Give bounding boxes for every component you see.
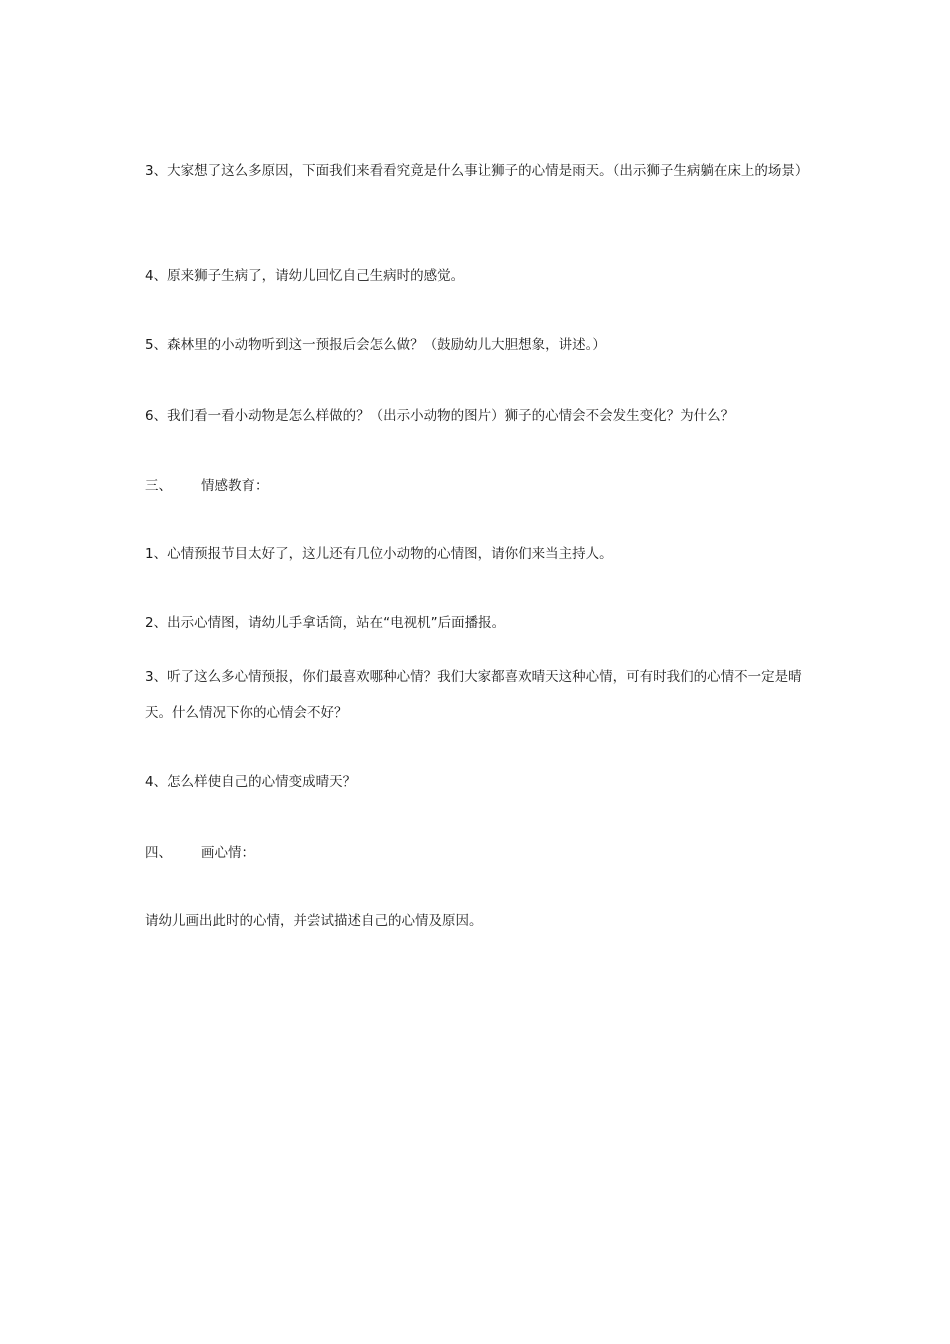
paragraph-4: 4、原来狮子生病了，请幼儿回忆自己生病时的感觉。: [145, 268, 465, 284]
paragraph-5: 5、森林里的小动物听到这一预报后会怎么做？（鼓励幼儿大胆想象，讲述。）: [145, 337, 606, 353]
section-3-paragraph-1: 1、心情预报节目太好了，这儿还有几位小动物的心情图，请你们来当主持人。: [145, 546, 613, 562]
section-4-number: 四、: [145, 845, 172, 861]
section-3-number: 三、: [145, 478, 172, 494]
section-3-title: 情感教育：: [201, 478, 269, 494]
section-3-paragraph-4: 4、怎么样使自己的心情变成晴天？: [145, 774, 357, 790]
paragraph-3: 3、大家想了这么多原因，下面我们来看看究竟是什么事让狮子的心情是雨天。（出示狮子生病躺在床上的场景）: [145, 163, 809, 179]
section-heading-3: [145, 476, 269, 496]
section-3-paragraph-3: 3、听了这么多心情预报，你们最喜欢哪种心情？我们大家都喜欢晴天这种心情，可有时我们的心情不一定是晴天。什么情况下你的心情会不好？: [145, 669, 802, 721]
paragraph-6: 6、我们看一看小动物是怎么样做的？（出示小动物的图片）狮子的心情会不会发生变化？为什么？: [145, 408, 735, 424]
section-3-paragraph-2: 2、出示心情图，请幼儿手拿话筒，站在“电视机”后面播报。: [145, 615, 506, 631]
section-4-paragraph-1: 请幼儿画出此时的心情，并尝试描述自己的心情及原因。: [145, 913, 483, 929]
section-heading-4: [145, 843, 255, 863]
section-4-title: 画心情：: [201, 845, 255, 861]
